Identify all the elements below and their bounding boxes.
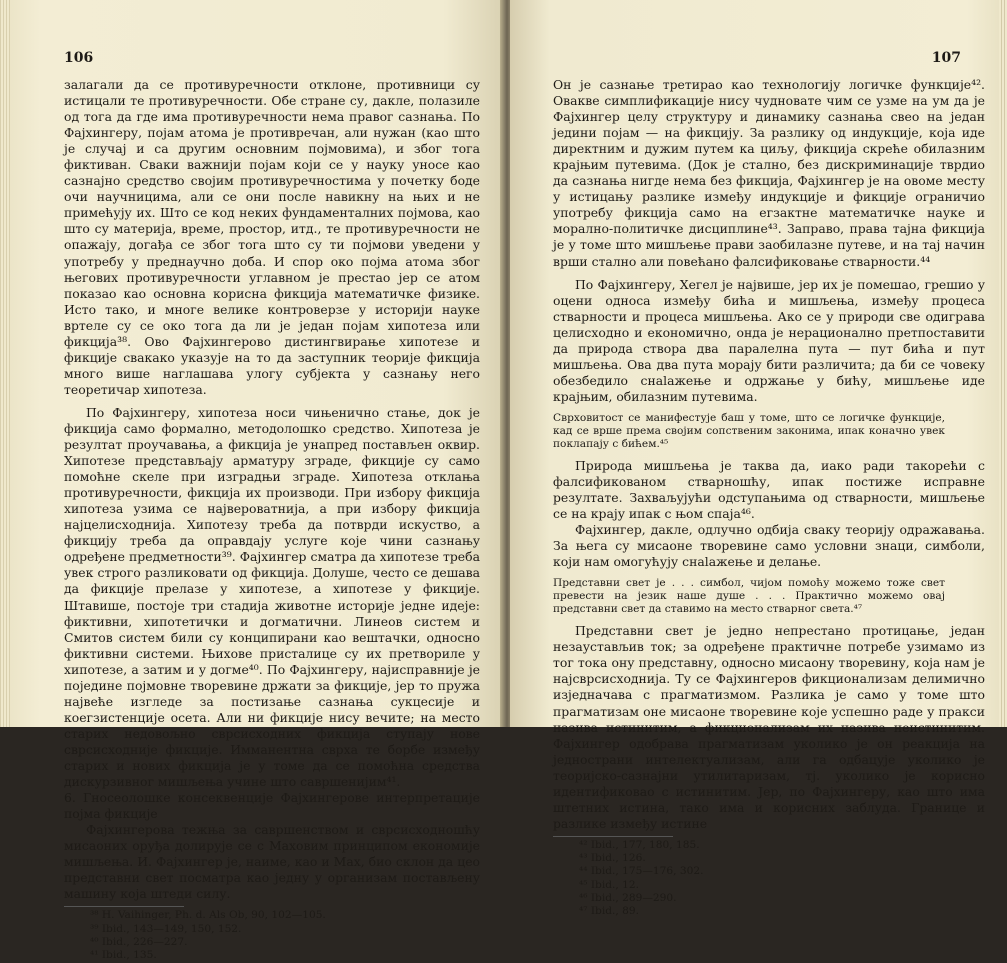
- footnote: ³⁹ Ibid., 143—149, 150, 152.: [90, 922, 242, 935]
- block-quote: Представни свет је . . . симбол, чијом помоћу можемо тоже свет превести на језик наше душе . . . Практично можемо овај представни свет да ставимо на место стварног света.⁴⁷: [553, 577, 945, 616]
- footnote: ⁴² Ibid., 177, 180, 185.: [579, 838, 700, 851]
- right-page-text: [553, 77, 985, 919]
- left-page-text: [64, 77, 480, 963]
- page-edges: [0, 0, 10, 727]
- page-number: 106: [64, 50, 94, 66]
- page-number: 107: [931, 50, 961, 66]
- footnote: ⁴¹ Ibid., 135.: [90, 949, 157, 962]
- paragraph: Фајхингерова тежња за савршенством и сврсисходношћу мисаоних оруђа долирује се с Маховим принципом економије мишљења. И. Фајхингер је, наиме, као и Мах, био склон да цео представни свет посматра као једну у организам постављену машину која штеди силу.: [64, 822, 480, 902]
- footnote: ⁴⁰ Ibid., 226—227.: [90, 935, 188, 948]
- paragraph: Фајхингер, дакле, одлучно одбија сваку теорију одражавања. За њега су мисаоне творевине само условни знаци, симболи, који нам омогућују снalaжење и делање.: [553, 522, 985, 570]
- footnote-rule: [553, 836, 673, 837]
- footnote: ⁴⁵ Ibid., 12.: [579, 878, 639, 891]
- footnote: ⁴⁷ Ibid., 89.: [579, 905, 639, 918]
- paragraph: Он је сазнање третирао као технологију логичке функције⁴². Овакве симплификације нису чудновате чим се узме на ум да је Фајхингер целу структуру и динамику сазнања свео на један једини појам — на фикцију. За разлику од индукције, која иде директним и дужим путем ка циљу, фикција скреће обилазним крајњим путевима. (Док је стално, без дискриминације тврдио да сазнања нигде нема без фикција, Фајхингер је на овоме месту у истицању разлике између индукције и фикције ограничио употребу фикција само на егзактне математичке науке и морално-политичке дисциплине⁴³. Заправо, права тајна фикција је у томе што мишљење прави заобилазне путеве, и на тај начин врши стално али повећано фалсификовање стварности.⁴⁴: [553, 77, 985, 269]
- paragraph: Представни свет је једно непрестано протицање, један незаустављив ток; за одређене практичне потребе узимамо из тог тока ону представну, односно мисаону творевину, која нам је најсврсисходнија. Ту се Фајхингеров фикционализам делимично изједначава с прагматизмом. Разлика је само у томе што прагматизам оне мисаоне творевине које успешно раде у пракси назива истинитим, а фикционализам их назива неистинитим. Фајхингер одобрава прагматизам уколико је он реакција на једнострани интелектуализам, али га одбацује уколико је теоријско-сазнајни утилитаризам, тј. уколико је корисно идентификовао с истинитим. Јер, по Фајхингеру, као што има штетних истина, тако има и корисних заблуда. Границе и разлике између истине: [553, 623, 985, 831]
- left-page: [0, 0, 504, 962]
- page-edges: [999, 0, 1007, 727]
- paragraph: Природа мишљења је таква да, иако ради такорећи с фалсификованом стварношћу, ипак постиже исправне резултате. Захваљујући одступањима од стварности, мишљење се на крају ипак с њом спаја⁴⁶.: [553, 457, 985, 522]
- footnote: ⁴⁶ Ibid., 289—290.: [579, 892, 677, 905]
- right-page: [510, 0, 1007, 918]
- paragraph: По Фајхингеру, хипотеза носи чињенично стање, док је фикција само формално, методолошко средство. Хипотеза је резултат проучавања, а фикција је унапред постављен оквир. Хипотезе представљају арматуру зграде, фикције су само помоћне скеле при изградњи зграде. Хипотеза отклања противуречности, фикција их производи. При избору фикција хипотеза узима се највероватнија, а при избору фикција најцелисходнија. Хипотезу треба да потврди искуство, а фикцију треба да оправдају услуге које чини сазнању одређене предметности³⁹. Фајхингер сматра да хипотезе треба увек строго разликовати од фикција. Долуше, често се дешава да фикције прелазе у хипотезе, а хипотезе у фикције. Штавише, постоје три стадија животне историје једне идеје: фиктивни, хипотетички и догматични. Линеов систем и Смитов систем били су конципирани као вештачки, односно фиктивни системи. Њихове присталице су их претвориле у хипотезе, а затим и у догме⁴⁰. По Фајхингеру, најисправније је поједине појмовне творевине држати за фикције, јер то пружа највеће изгледе за постизање сазнања сукцесије и коегзистенције осета. Али ни фикције нису вечите; на место старих недовољно сврсисходних фикција ступају нове сврсисходније фикције. Имманентна сврха те борбе између старих и нових фикција је у томе да се помоћна средства дискурзивног мишљења учине што савршенијим⁴¹.: [64, 404, 480, 790]
- footnote-rule: [64, 906, 184, 907]
- footnote: ⁴³ Ibid., 126.: [579, 852, 646, 865]
- paragraph: По Фајхингеру, Хегел је највише, јер их је помешао, грешио у оцени односа између бића и мишљења, између процеса стварности и процеса мишљења. Ако се у природи све одиграва целисходно и економично, онда је нерационално претпоставити да природа створа два паралелна пута — пут бића и пут мишљења. Ова два пута морају бити различита; да би се човеку обезбедило снalaжење и одржање у бићу, мишљење иде крајњим, обилазним путевима.: [553, 276, 985, 404]
- section-heading: 6. Гносеолошке консеквенције Фајхингерове интерпретације појма фикције: [64, 790, 480, 822]
- footnote: ⁴⁴ Ibid., 175—176, 302.: [579, 865, 704, 878]
- footnote: ³⁸ H. Vaihinger, Ph. d. Als Ob, 90, 102—105.: [90, 909, 326, 922]
- paragraph: залагали да се противуречности отклоне, противници су истицали те противуречности. Обе стране су, дакле, полазиле од тога да где има противуречности нема правог сазнања. По Фајхингеру, појам атома је противречан, али нужан (као што је случај и са другим основним појмовима), и због тога фиктиван. Сваки важнији појам који се у науку уносе као сазнајно средство својим противуречностима у почетку боде очи научницима, али се они после навикну на њих и не примећују их. Што се код неких фундаменталних појмова, као што су материја, време, простор, итд., те противуречности не опажају, догађа се због тога што су ти појмови уведени у употребу у преднаучно доба. И спор око појма атома због његових противуречности углавном је престао јер се атом показао као основна корисна фикција математичке физике. Исто тако, и многе велике контроверзе у историји науке вртеле су се око тога да ли је један појам хипотеза или фикција³⁸. Ово Фајхингерово дистингвирање хипотезе и фикције свакако указује на то да заступник теорије фикција много више наглашава улогу субјекта у сазнању него теоретичар хипотеза.: [64, 77, 480, 397]
- block-quote: Сврховитост се манифестује баш у томе, што се логичке функције, кад се врше према својим сопственим законима, ипак коначно увек поклапају с бићем.⁴⁵: [553, 411, 945, 450]
